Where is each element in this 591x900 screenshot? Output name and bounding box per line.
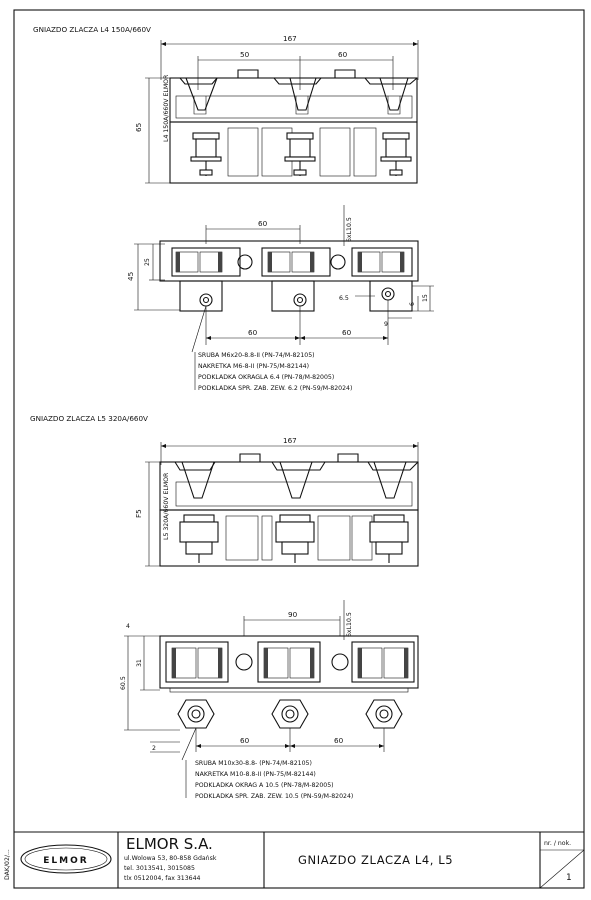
l4-screw-2 (285, 133, 315, 176)
l4-dim-b1: 60 (248, 328, 258, 337)
logo-text: ELMOR (43, 856, 89, 866)
company-address: ul.Wolowa 53, 80-858 Gdańsk (124, 855, 217, 862)
l5-dim-small: 2 (152, 745, 156, 752)
margin-code: DAK/02/... (4, 849, 11, 880)
l4-part-1: SRUBA M6x20-8.8-II (PN-74/M-82105) (198, 352, 315, 359)
l4-part-2: NAKRETKA M6-8-II (PN-75/M-82144) (198, 363, 309, 370)
l5-nut-2 (272, 700, 308, 728)
l4-dim-h2: 25 (144, 258, 151, 266)
l4-top-view (126, 205, 434, 352)
l4-screw-3 (381, 133, 411, 176)
l4-side-label: L4 150A/660V ELMOR (163, 74, 170, 142)
l4-dim-h1: 45 (126, 271, 135, 281)
l4-front-view (134, 34, 418, 183)
l5-dim-h1: 60.5 (120, 676, 127, 690)
company-name: ELMOR S.A. (126, 835, 213, 853)
l5-nut-3 (366, 700, 402, 728)
l5-part-1: SRUBA M10x30-8.8- (PN-74/M-82105) (195, 760, 312, 767)
l4-dim-pitch: 60 (258, 219, 268, 228)
company-fax: tlx 0512004, fax 313644 (124, 875, 201, 882)
l5-heading: GNIAZDO ZLACZA L5 320A/660V (30, 414, 148, 423)
drawing-title: GNIAZDO ZLACZA L4, L5 (298, 853, 454, 867)
l5-dim-pitch: 90 (288, 610, 298, 619)
elmor-logo (21, 845, 111, 873)
l5-part-4: PODKLADKA SPR. ZAB. ZEW. 10.5 (PN-59/M-82024) (195, 793, 354, 800)
l4-dim-a: 50 (240, 50, 250, 59)
l5-front-view (134, 436, 418, 566)
l5-screw-1 (180, 515, 218, 563)
l5-part-2: NAKRETKA M10-8.8-II (PN-75/M-82144) (195, 771, 316, 778)
l5-nut-1 (178, 700, 214, 728)
l4-part-3: PODKLADKA OKRAGLA 6.4 (PN-78/M-82005) (198, 374, 335, 381)
l4-dim-total: 167 (283, 34, 297, 43)
l5-screw-2 (276, 515, 314, 563)
l5-dim-h2: 31 (136, 659, 143, 667)
l5-dim-top: 4 (126, 623, 130, 630)
l5-top-view (120, 600, 418, 760)
sheet-corner-label: nr. / nok. (544, 840, 572, 847)
sheet-number: 1 (566, 873, 572, 883)
l5-dim-b1: 60 (240, 736, 250, 745)
l4-parts-list (195, 352, 352, 392)
l5-part-3: PODKLADKA OKRAG A 10.5 (PN-78/M-82005) (195, 782, 334, 789)
l4-dim-r3: 9 (384, 321, 388, 328)
l4-heading: GNIAZDO ZLACZA L4 150A/660V (33, 25, 151, 34)
l5-dim-vert: 6xL10.5 (346, 612, 353, 637)
l5-screw-3 (370, 515, 408, 563)
title-block (4, 832, 584, 888)
l5-dim-b2: 60 (334, 736, 344, 745)
l5-side-label: L5 320A/660V ELMOR (163, 472, 170, 540)
l4-dim-hole: 6.5 (339, 295, 349, 302)
l5-parts-list (186, 760, 353, 800)
l4-dim-b2: 60 (342, 328, 352, 337)
l4-part-4: PODKLADKA SPR. ZAB. ZEW. 6.2 (PN-59/M-82024) (198, 385, 353, 392)
l4-screw-1 (191, 133, 221, 176)
l4-dim-r1: 6 (409, 302, 416, 306)
l4-dim-vert: 6xL10.5 (346, 217, 353, 242)
l4-dim-b: 60 (338, 50, 348, 59)
company-phone: tel. 3013541, 3015085 (124, 865, 195, 872)
l4-dim-height: 65 (134, 122, 143, 132)
l4-dim-r2: 15 (422, 294, 429, 302)
l5-dim-total: 167 (283, 436, 297, 445)
l5-dim-height: F5 (134, 509, 143, 518)
